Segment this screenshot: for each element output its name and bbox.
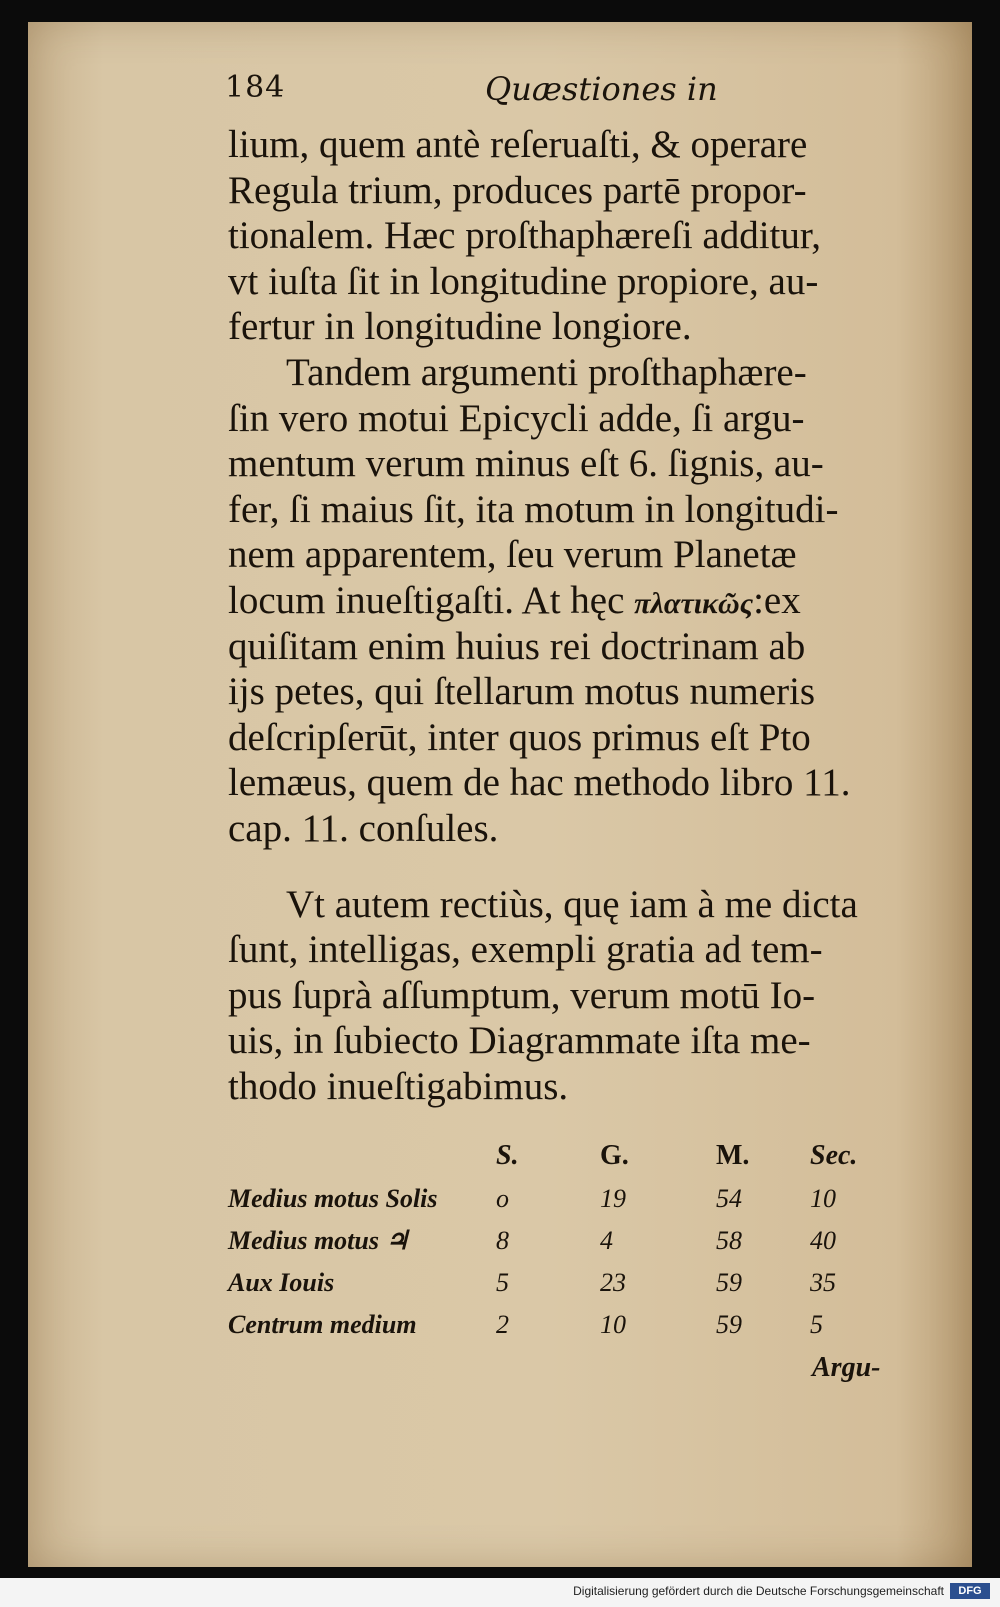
table-cell: 10	[600, 1310, 626, 1339]
text-line: ijs petes, qui ſtellarum motus numeris	[228, 670, 816, 714]
body-text	[228, 122, 908, 1109]
header-minutes: M.	[716, 1140, 750, 1171]
table-cell: 40	[810, 1226, 836, 1255]
dfg-logo-icon: DFG	[950, 1583, 990, 1599]
astronomical-table	[228, 1140, 908, 1352]
table-cell: 2	[496, 1310, 509, 1339]
table-cell: 59	[716, 1310, 742, 1339]
row-label: Aux Iouis	[228, 1268, 335, 1297]
text-line: lium, quem antè reſeruaſti, & operare	[228, 123, 808, 166]
text-line: Tandem argumenti proſthaphære-	[286, 350, 807, 394]
table-cell: 58	[716, 1226, 742, 1255]
header-degrees: G.	[600, 1140, 629, 1171]
text-line: uis, in ſubiecto Diagrammate iſta me-	[228, 1019, 811, 1063]
table-cell: 59	[716, 1268, 742, 1297]
table-cell: 19	[600, 1184, 626, 1213]
text-line: ſin vero motui Epicycli adde, ſi argu-	[228, 396, 805, 440]
table-header-row	[228, 1140, 908, 1184]
running-head: Quæstiones in	[485, 70, 718, 108]
table-row	[228, 1310, 908, 1352]
text-line: cap. 11. conſules.	[228, 806, 499, 850]
greek-word: πλατικῶς	[634, 586, 754, 620]
table-row	[228, 1268, 908, 1310]
row-label: Centrum medium	[228, 1310, 417, 1339]
text-line: mentum verum minus eſt 6. ſignis, au-	[228, 442, 824, 486]
table-cell: 54	[716, 1184, 742, 1213]
page-header	[225, 70, 925, 114]
text-line: Regula trium, produces partē propor-	[228, 168, 807, 212]
footer-credit: Digitalisierung gefördert durch die Deutsche Forschungsgemeinschaft	[573, 1584, 944, 1598]
table-cell: 5	[810, 1310, 823, 1339]
table-cell: 8	[496, 1226, 509, 1255]
text-line: fer, ſi maius ſit, ita motum in longitudi-	[228, 487, 839, 531]
table-cell: 23	[600, 1268, 626, 1297]
table-cell: 4	[600, 1226, 613, 1255]
row-label: Medius motus ♃	[228, 1226, 409, 1255]
table-cell: 35	[810, 1268, 836, 1297]
page-number: 184	[225, 70, 286, 105]
table-cell: o	[496, 1184, 509, 1213]
text-line: nem apparentem, ſeu verum Planetæ	[228, 533, 797, 577]
table-cell: 10	[810, 1184, 836, 1213]
paragraph-gap	[228, 852, 908, 882]
digitization-footer	[0, 1578, 1000, 1607]
header-seconds: Sec.	[810, 1140, 858, 1171]
text-line: tionalem. Hæc proſthaphæreſi additur,	[228, 214, 822, 258]
text-line: deſcripſerūt, inter quos primus eſt Pto	[228, 715, 811, 759]
table-row	[228, 1184, 908, 1226]
text-line: thodo inueſtigabimus.	[228, 1064, 569, 1108]
catchword: Argu-	[812, 1352, 881, 1383]
text-span: locum inueſtigaſti. At hęc	[228, 578, 625, 622]
text-line: lemæus, quem de hac methodo libro 11.	[228, 761, 851, 805]
table-cell: 5	[496, 1268, 509, 1297]
text-line: vt iuſta ſit in longitudine propiore, au-	[228, 259, 819, 303]
greek-suffix: :ex	[753, 578, 801, 622]
text-line: ſunt, intelligas, exempli gratia ad tem-	[228, 928, 823, 972]
header-signs: S.	[496, 1140, 519, 1171]
text-line: pus ſuprà aſſumptum, verum motū Io-	[228, 973, 816, 1017]
text-line	[228, 578, 908, 624]
text-line: fertur in longitudine longiore.	[228, 305, 692, 349]
text-line: Vt autem rectiùs, quę iam à me dicta	[286, 882, 858, 926]
text-line: quiſitam enim huius rei doctrinam ab	[228, 624, 806, 668]
row-label: Medius motus Solis	[228, 1184, 438, 1213]
table-row	[228, 1226, 908, 1268]
